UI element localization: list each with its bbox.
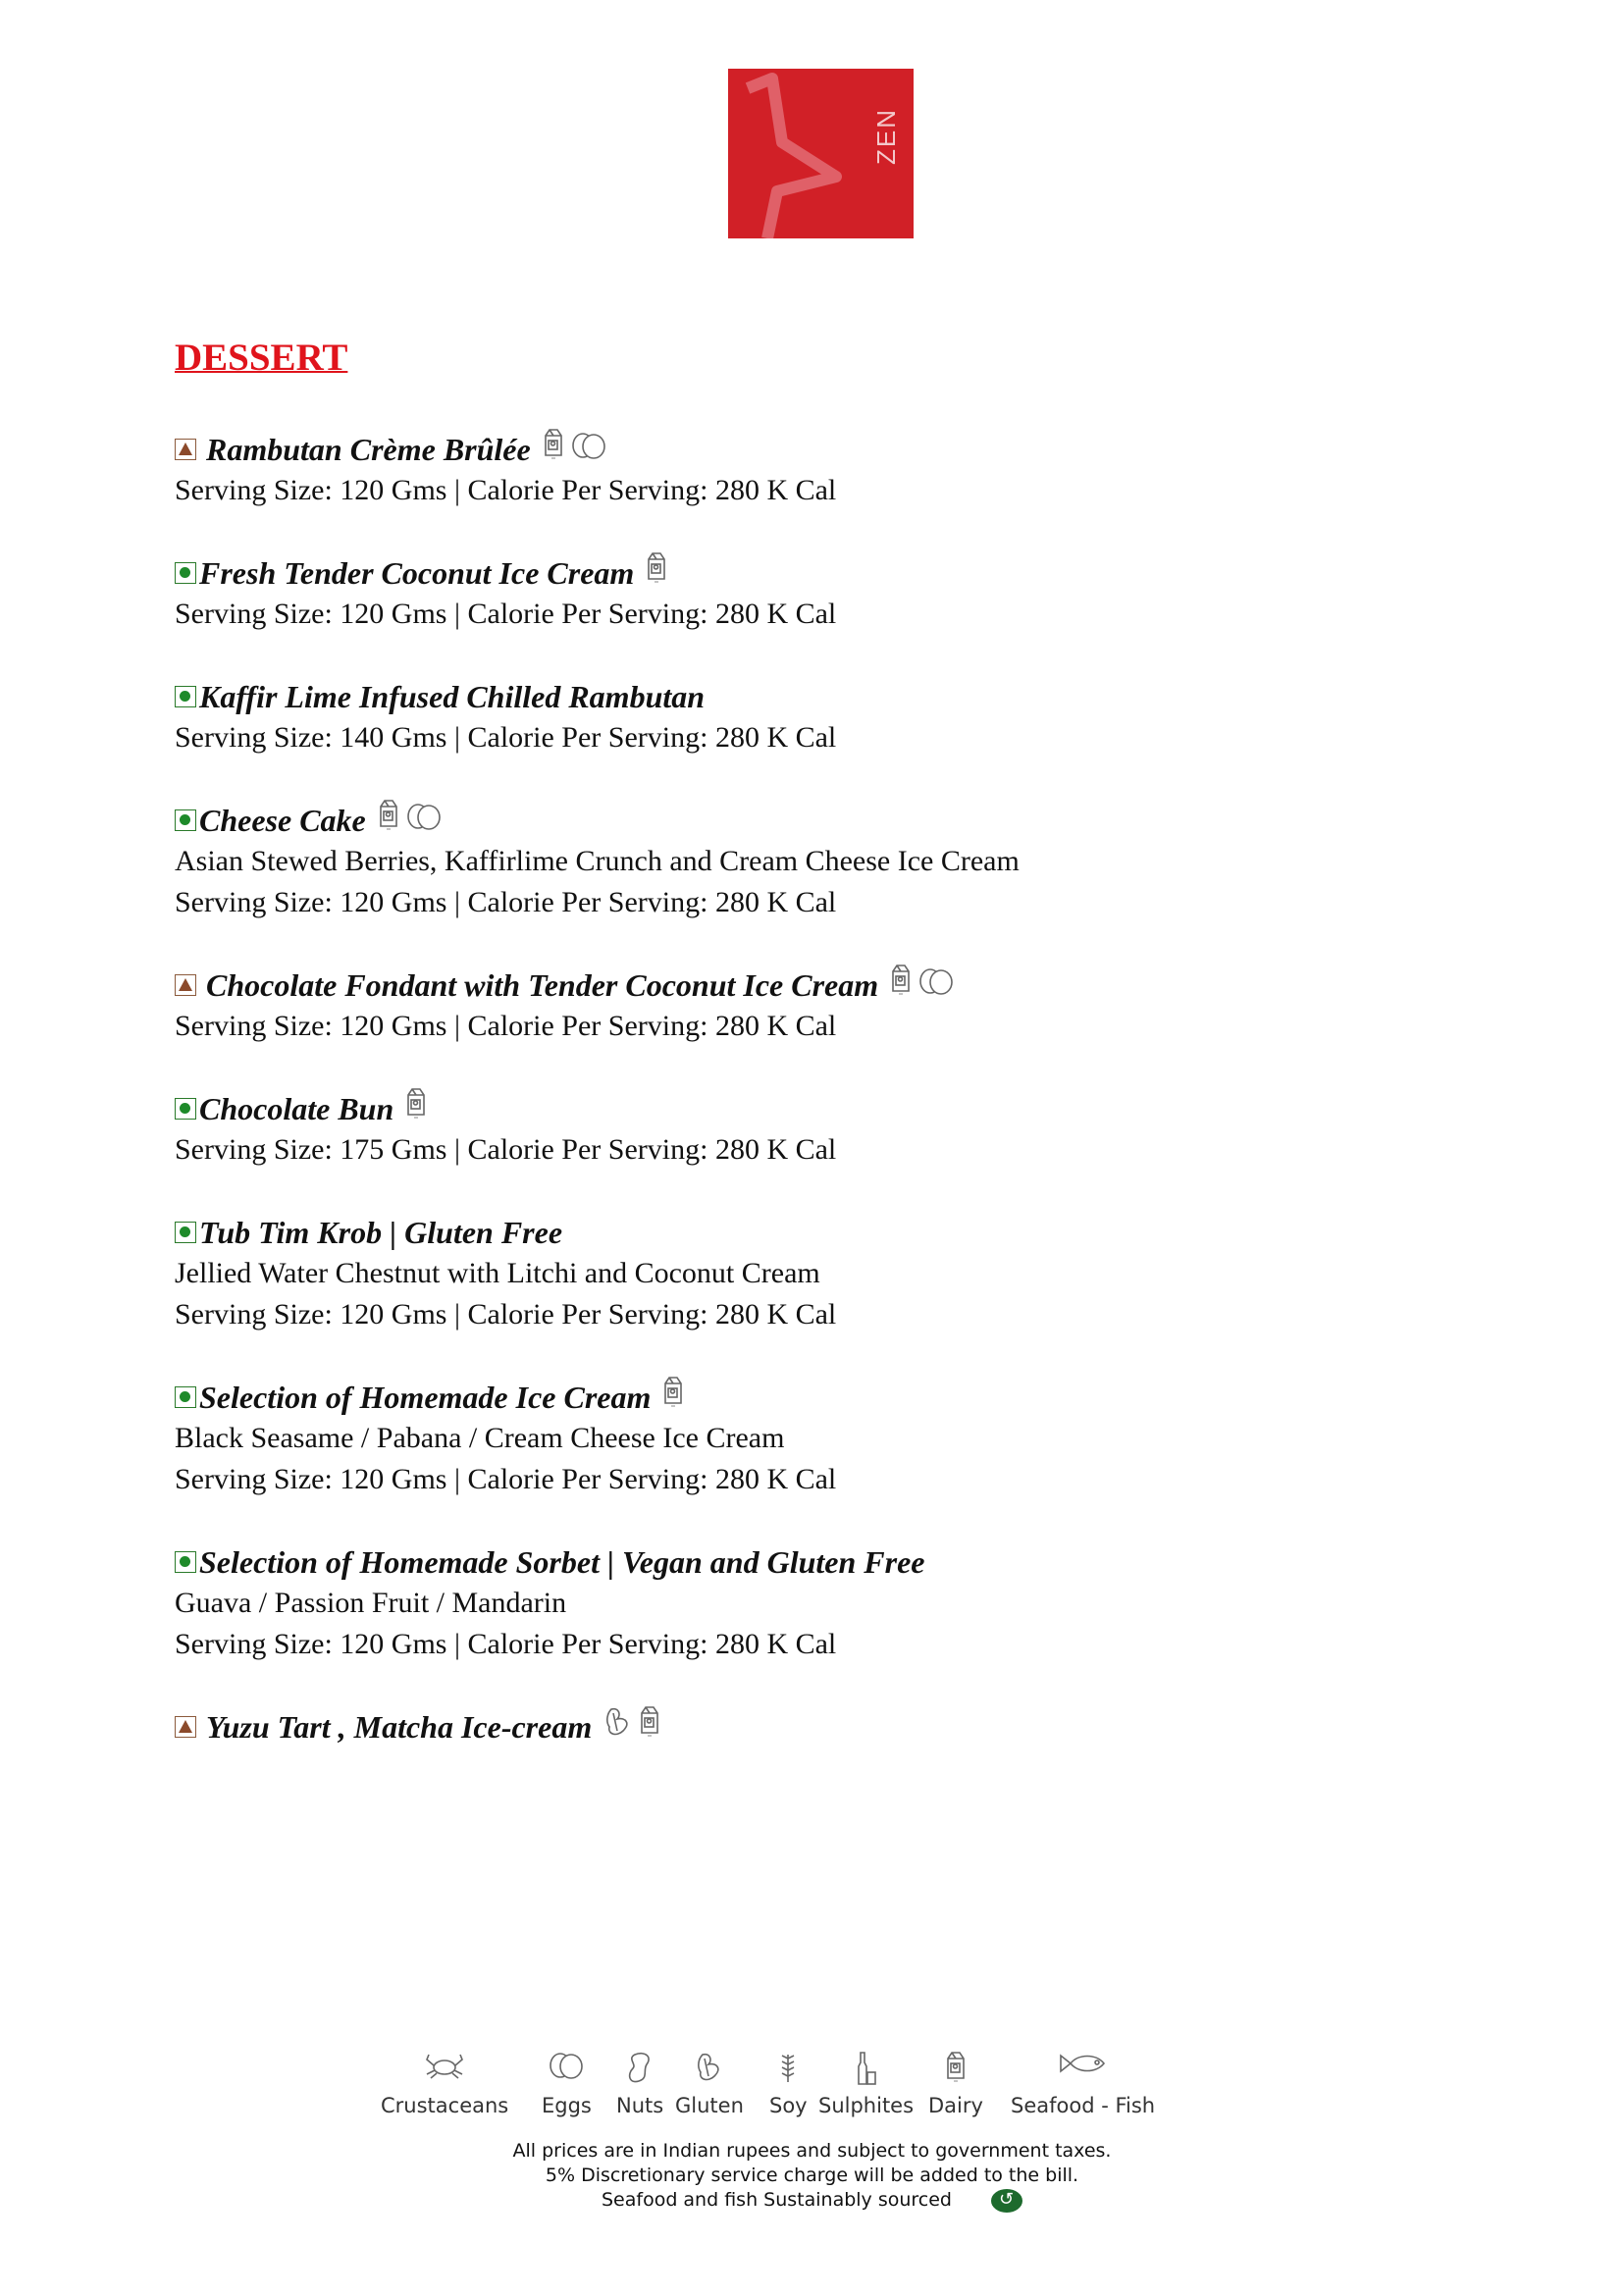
menu-item-serving: Serving Size: 120 Gms | Calorie Per Serving: 280 K Cal	[175, 1463, 837, 1495]
menu-item-title-row	[175, 429, 1450, 470]
legend-label: Gluten	[675, 2094, 744, 2117]
menu-item-title-row	[175, 965, 1450, 1006]
allergen-icons	[543, 428, 607, 471]
menu-item	[175, 1212, 1450, 1335]
veg-marker-icon	[175, 686, 196, 707]
menu-item-serving: Serving Size: 175 Gms | Calorie Per Serving: 280 K Cal	[175, 1133, 837, 1166]
allergen-icons	[603, 1705, 660, 1748]
non-veg-marker-icon	[175, 1716, 196, 1738]
dairy-icon	[378, 799, 399, 842]
veg-marker-icon	[175, 1386, 196, 1408]
menu-item-name: Tub Tim Krob | Gluten Free	[199, 1215, 563, 1250]
eggs-icon	[542, 2051, 592, 2090]
eggs-icon	[917, 965, 955, 1006]
menu-item-serving: Serving Size: 120 Gms | Calorie Per Serving: 280 K Cal	[175, 1010, 837, 1042]
non-veg-marker-icon	[175, 439, 196, 460]
legend-item-dairy	[928, 2051, 983, 2117]
sulphites-icon	[818, 2051, 914, 2090]
menu-item-name: Kaffir Lime Infused Chilled Rambutan	[199, 679, 706, 714]
menu-list	[175, 429, 1450, 1789]
menu-item-name: Cheese Cake	[199, 803, 366, 838]
menu-item	[175, 1541, 1450, 1665]
menu-item	[175, 676, 1450, 758]
gluten-icon	[675, 2051, 744, 2090]
menu-item	[175, 1706, 1450, 1747]
menu-item-description: Guava / Passion Fruit / Mandarin	[175, 1587, 567, 1619]
legend-label: Dairy	[928, 2094, 983, 2117]
legend-item-gluten	[675, 2051, 744, 2117]
non-veg-marker-icon	[175, 974, 196, 996]
menu-item-description: Jellied Water Chestnut with Litchi and Coconut Cream	[175, 1257, 820, 1289]
menu-item	[175, 429, 1450, 511]
restaurant-logo	[728, 69, 914, 238]
veg-marker-icon	[175, 1551, 196, 1573]
legend-label: Soy	[769, 2094, 808, 2117]
dairy-icon	[662, 1376, 684, 1419]
allergen-legend	[0, 2051, 1624, 2129]
allergen-icons	[378, 799, 443, 842]
menu-item	[175, 1088, 1450, 1171]
menu-item-description: Asian Stewed Berries, Kaffirlime Crunch and Cream Cheese Ice Cream	[175, 845, 1020, 877]
legend-item-crustaceans	[381, 2051, 508, 2117]
menu-item-title-row	[175, 1377, 1450, 1418]
menu-item-name: Fresh Tender Coconut Ice Cream	[199, 555, 635, 591]
veg-marker-icon	[175, 562, 196, 584]
dairy-icon	[890, 964, 912, 1007]
legend-item-nuts	[616, 2051, 663, 2117]
menu-item	[175, 1377, 1450, 1500]
menu-item	[175, 800, 1450, 923]
menu-item-serving: Serving Size: 140 Gms | Calorie Per Serving: 280 K Cal	[175, 721, 837, 754]
eggs-icon	[405, 800, 443, 841]
menu-item-title-row	[175, 552, 1450, 594]
allergen-icons	[662, 1376, 684, 1419]
veg-marker-icon	[175, 1098, 196, 1120]
menu-item-serving: Serving Size: 120 Gms | Calorie Per Serving: 280 K Cal	[175, 1298, 837, 1330]
sustainability-note	[0, 2188, 1624, 2213]
menu-item-title-row	[175, 1541, 1450, 1583]
legend-item-soy	[769, 2051, 808, 2117]
menu-item-name: Chocolate Bun	[199, 1091, 394, 1126]
legend-label: Sulphites	[818, 2094, 915, 2117]
menu-item-serving: Serving Size: 120 Gms | Calorie Per Serving: 280 K Cal	[175, 474, 837, 506]
legend-item-eggs	[542, 2051, 592, 2117]
veg-marker-icon	[175, 809, 196, 831]
sustainable-seafood-icon	[991, 2189, 1022, 2213]
menu-item	[175, 965, 1450, 1047]
sustainability-text: Seafood and fish Sustainably sourced	[601, 2189, 952, 2211]
nuts-icon	[616, 2051, 663, 2090]
footer-notes	[0, 2139, 1624, 2213]
price-note: All prices are in Indian rupees and subject to government taxes.	[512, 2140, 1112, 2162]
menu-item-serving: Serving Size: 120 Gms | Calorie Per Serving: 280 K Cal	[175, 886, 837, 918]
menu-item-title-row	[175, 1706, 1450, 1747]
dairy-icon	[928, 2051, 983, 2090]
eggs-icon	[570, 429, 607, 470]
dairy-icon	[646, 551, 667, 595]
dairy-icon	[405, 1087, 427, 1130]
service-charge-note: 5% Discretionary service charge will be added to the bill.	[545, 2165, 1079, 2186]
legend-item-sulphites	[818, 2051, 914, 2117]
crustaceans-icon	[381, 2051, 508, 2090]
menu-item-title-row	[175, 676, 1450, 717]
menu-item	[175, 552, 1450, 635]
section-heading: DESSERT	[175, 337, 348, 379]
menu-item-description: Black Seasame / Pabana / Cream Cheese Ice Cream	[175, 1422, 785, 1454]
veg-marker-icon	[175, 1222, 196, 1243]
menu-item-title-row	[175, 1088, 1450, 1129]
menu-item-serving: Serving Size: 120 Gms | Calorie Per Serving: 280 K Cal	[175, 1628, 837, 1660]
allergen-icons	[890, 964, 955, 1007]
dairy-icon	[639, 1705, 660, 1748]
gluten-icon	[603, 1705, 633, 1748]
menu-item-name: Rambutan Crème Brûlée	[206, 432, 531, 467]
menu-item-title-row	[175, 800, 1450, 841]
dairy-icon	[543, 428, 564, 471]
menu-item-serving: Serving Size: 120 Gms | Calorie Per Serving: 280 K Cal	[175, 598, 837, 630]
legend-label: Seafood - Fish	[1011, 2094, 1156, 2117]
menu-item-name: Selection of Homemade Sorbet | Vegan and Gluten Free	[199, 1544, 925, 1580]
soy-icon	[769, 2051, 808, 2090]
menu-item-name: Yuzu Tart , Matcha Ice-cream	[206, 1709, 593, 1745]
menu-item-title-row	[175, 1212, 1450, 1253]
allergen-icons	[646, 551, 667, 595]
logo-text: ZEN	[871, 108, 901, 165]
legend-item-fish	[1011, 2051, 1155, 2117]
legend-label: Nuts	[616, 2094, 664, 2117]
fish-icon	[1011, 2051, 1155, 2090]
menu-item-name: Selection of Homemade Ice Cream	[199, 1380, 652, 1415]
legend-label: Crustaceans	[381, 2094, 509, 2117]
legend-label: Eggs	[542, 2094, 592, 2117]
menu-item-name: Chocolate Fondant with Tender Coconut Ice Cream	[206, 967, 879, 1003]
allergen-icons	[405, 1087, 427, 1130]
